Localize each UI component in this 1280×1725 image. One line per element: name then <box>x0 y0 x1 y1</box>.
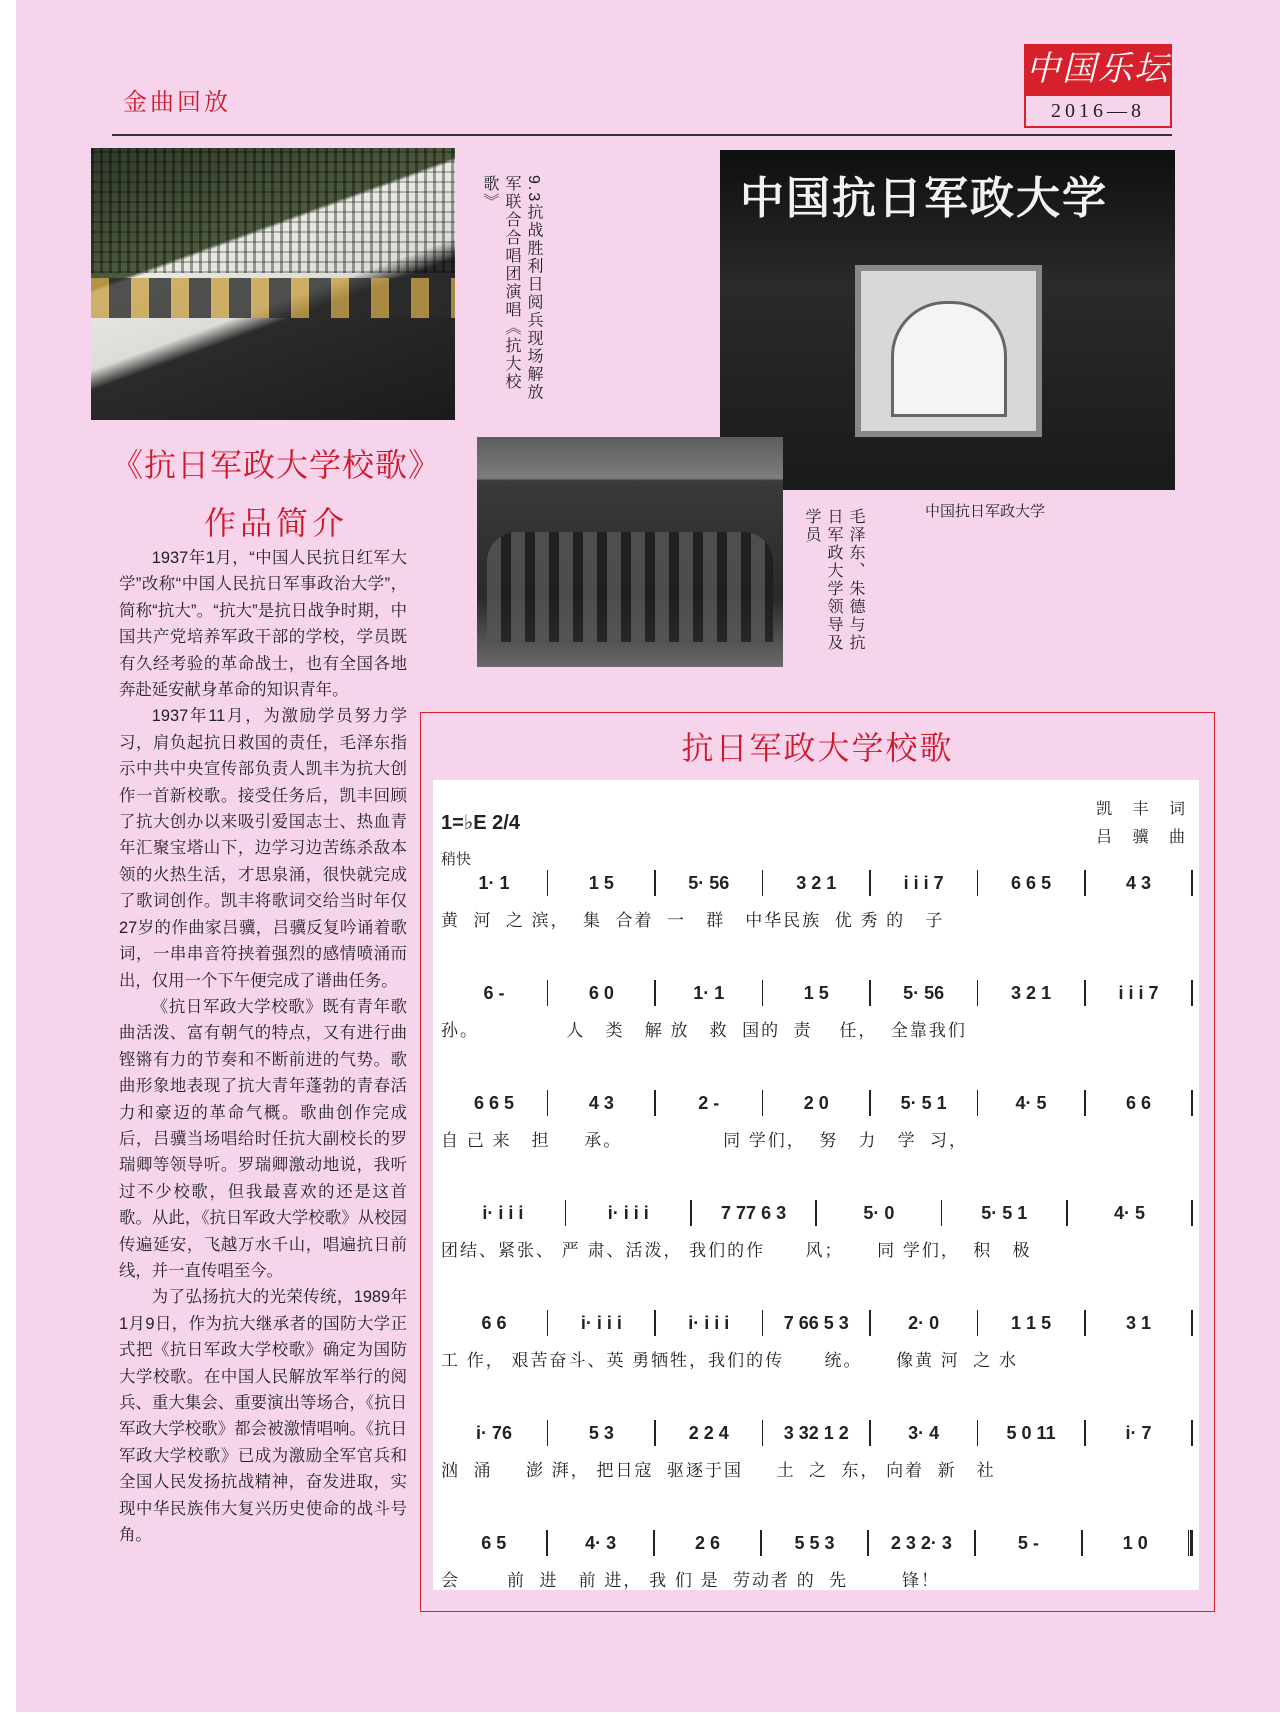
paragraph: 1937年1月，“中国人民抗日红军大学”改称“中国人民抗日军事政治大学”，简称“抗大”。“抗大”是抗日战争时期，中国共产党培养军政干部的学校，学员既有久经考验的革命战士，也有全国各地奔赴延安献身革命的知识青年。 <box>119 549 407 700</box>
measure: 6 6 5 <box>473 1092 514 1113</box>
measure: 1 5 <box>588 872 614 893</box>
measure: 2· 0 <box>908 1312 940 1333</box>
score-row <box>441 1418 1193 1481</box>
parade-caption: 9.3抗战胜利日阅兵现场解放军联合合唱团演唱《抗大校歌》 <box>481 175 542 402</box>
measure: 5· 5 1 <box>981 1202 1028 1223</box>
tempo-marking: 稍快 <box>441 851 472 868</box>
lyrics-line: 自 己 来 担 承。 同 学们， 努 力 学 习， <box>441 1131 969 1150</box>
measure: 1 0 <box>1122 1532 1148 1553</box>
score-row <box>441 1528 1193 1591</box>
score-row <box>441 1088 1193 1151</box>
measure: 5· 56 <box>688 872 730 893</box>
parade-choir-photo <box>91 148 455 420</box>
notes-line <box>441 868 1193 898</box>
group-photo <box>477 437 783 667</box>
notes-line <box>441 1088 1193 1118</box>
measure: 5· 0 <box>863 1202 895 1223</box>
measure: i· i i i <box>580 1312 622 1333</box>
bar-line <box>1191 1310 1193 1336</box>
bar-line <box>1191 1090 1193 1116</box>
measure: 6 0 <box>588 982 614 1003</box>
measure: i· i i i <box>688 1312 730 1333</box>
numbered-score-sheet <box>433 780 1199 1590</box>
key-signature: 1=♭E 2/4 <box>441 812 520 834</box>
bar-line <box>1191 870 1193 896</box>
measure: 5 3 <box>588 1422 614 1443</box>
measure: 6 5 <box>481 1532 507 1553</box>
measure: 7 77 6 3 <box>721 1202 787 1223</box>
lyrics-line: 工 作， 艰苦奋斗、英 勇牺牲，我们的传 统。 像黄 河 之 水 <box>441 1351 1019 1370</box>
gate <box>855 265 1042 437</box>
measure: 2 2 4 <box>688 1422 729 1443</box>
score-row <box>441 1198 1193 1261</box>
notes-line <box>441 1198 1193 1228</box>
lyrics-line: 团结、紧张、 严 肃、活泼， 我们的作 风； 同 学们， 积 极 <box>441 1241 1032 1260</box>
measure: 6 6 <box>1125 1092 1151 1113</box>
issue-number: 2016—8 <box>1024 96 1172 128</box>
lyrics-line: 会 前 进 前 进， 我 们 是 劳动者 的 先 锋！ <box>441 1571 940 1590</box>
measure: 2 - <box>698 1092 720 1113</box>
measure: 4 3 <box>588 1092 614 1113</box>
measure: i· i i i <box>607 1202 649 1223</box>
measure: i· 7 <box>1125 1422 1152 1443</box>
paragraph: 《抗日军政大学校歌》既有青年歌曲活泼、富有朝气的特点，又有进行曲铿锵有力的节奏和不断前进的气势。歌曲形象地表现了抗大青年蓬勃的青春活力和豪迈的革命气概。歌曲创作完成后，吕骥当场唱给时任抗大副校长的罗瑞卿等领导听。罗瑞卿激动地说，我听过不少校歌，但我最喜欢的还是这首歌。从此，《抗日军政大学校歌》从校园传遍延安，飞越万水千山，唱遍抗日前线，并一直传唱至今。 <box>119 997 407 1280</box>
score-box <box>420 712 1215 1612</box>
university-gate-photo <box>720 150 1175 490</box>
measure: 1· 1 <box>693 982 725 1003</box>
measure: 1· 1 <box>478 872 510 893</box>
measure: i· i i i <box>482 1202 524 1223</box>
score-title: 抗日军政大学校歌 <box>681 730 954 766</box>
measure: 2 6 <box>695 1532 721 1553</box>
measure: i i i 7 <box>903 872 944 893</box>
header-rule <box>112 134 1172 136</box>
notes-line <box>441 978 1193 1008</box>
measure: 2 3 2· 3 <box>890 1532 952 1553</box>
measure: 7 66 5 3 <box>783 1312 849 1333</box>
people-texture <box>487 532 773 642</box>
measure: 6 - <box>483 982 505 1003</box>
gate-arch <box>891 301 1007 417</box>
article-subtitle: 作品简介 <box>203 505 348 541</box>
measure: 4· 5 <box>1114 1202 1146 1223</box>
lyrics-line: 汹 涌 澎 湃， 把日寇 驱逐于国 土 之 东， 向着 新 社 <box>441 1461 996 1480</box>
bar-line <box>1188 1530 1193 1556</box>
lyrics-line: 孙。 人 类 解 放 救 国的 责 任， 全靠我们 <box>441 1021 967 1040</box>
score-row <box>441 1308 1193 1371</box>
measure: 3 32 1 2 <box>783 1422 849 1443</box>
logo-name: 中国乐坛 <box>1024 44 1172 96</box>
composer: 吕 骥 曲 <box>1096 829 1193 846</box>
measure: 3 2 1 <box>1011 982 1052 1003</box>
measure: 4 3 <box>1125 872 1151 893</box>
score-row <box>441 978 1193 1041</box>
gate-caption: 中国抗日军政大学 <box>925 503 1046 520</box>
group-caption: 毛泽东、朱德与抗日军政大学领导及学员 <box>803 508 864 652</box>
article-title: 《抗日军政大学校歌》 <box>110 447 441 483</box>
paragraph: 为了弘扬抗大的光荣传统，1989年1月9日，作为抗大继承者的国防大学正式把《抗日军政大学校歌》确定为国防大学校歌。在中国人民解放军举行的阅兵、重大集会、重要演出等场合，《抗日军政大学校歌》都会被激情唱响。《抗日军政大学校歌》已成为激励全军官兵和全国人民发扬抗战精神，奋发进取，实现中华民族伟大复兴历史使命的战斗号角。 <box>119 1288 407 1545</box>
bar-line <box>1191 1200 1193 1226</box>
measure: 1 5 <box>803 982 829 1003</box>
measure: i i i 7 <box>1118 982 1159 1003</box>
measure: 6 6 5 <box>1011 872 1052 893</box>
paragraph: 1937年11月，为激励学员努力学习，肩负起抗日救国的责任，毛泽东指示中共中央宣传部负责人凯丰为抗大创作一首新校歌。接受任务后，凯丰回顾了抗大创办以来吸引爱国志士、热血青年汇聚宝塔山下，边学习边苦练杀敌本领的火热生活，才思泉涌，很快就完成了歌词创作。凯丰将歌词交给当时年仅27岁的作曲家吕骥，吕骥反复吟诵着歌词，一串串音符挟着强烈的感情喷涌而出，仅用一个下午便完成了谱曲任务。 <box>119 707 407 990</box>
notes-line <box>441 1528 1193 1558</box>
lyrics-line: 黄 河 之 滨， 集 合着 一 群 中华民族 优 秀 的 子 <box>441 911 945 930</box>
measure: 5 - <box>1017 1532 1039 1553</box>
measure: 6 6 <box>481 1312 507 1333</box>
measure: 2 0 <box>803 1092 829 1113</box>
score-row <box>441 868 1193 931</box>
section-label: 金曲回放 <box>123 90 231 116</box>
measure: 4· 5 <box>1015 1092 1047 1113</box>
credits <box>1096 796 1193 852</box>
measure: 3· 4 <box>908 1422 940 1443</box>
crowd-texture <box>91 148 455 273</box>
measure: 4· 3 <box>585 1532 617 1553</box>
measure: 5 5 3 <box>794 1532 835 1553</box>
article-body <box>119 545 407 1548</box>
notes-line <box>441 1308 1193 1338</box>
measure: 5 0 11 <box>1006 1422 1056 1443</box>
measure: 3 1 <box>1125 1312 1151 1333</box>
measure: 1 1 5 <box>1011 1312 1052 1333</box>
measure: 5· 56 <box>903 982 945 1003</box>
measure: i· 76 <box>475 1422 512 1443</box>
measure: 3 2 1 <box>796 872 837 893</box>
band-texture <box>91 278 455 318</box>
gate-sign: 中国抗日军政大学 <box>740 174 1108 223</box>
measure: 5· 5 1 <box>900 1092 947 1113</box>
lyricist: 凯 丰 词 <box>1096 801 1193 818</box>
magazine-logo <box>1024 44 1172 130</box>
bar-line <box>1191 1420 1193 1446</box>
bar-line <box>1191 980 1193 1006</box>
notes-line <box>441 1418 1193 1448</box>
